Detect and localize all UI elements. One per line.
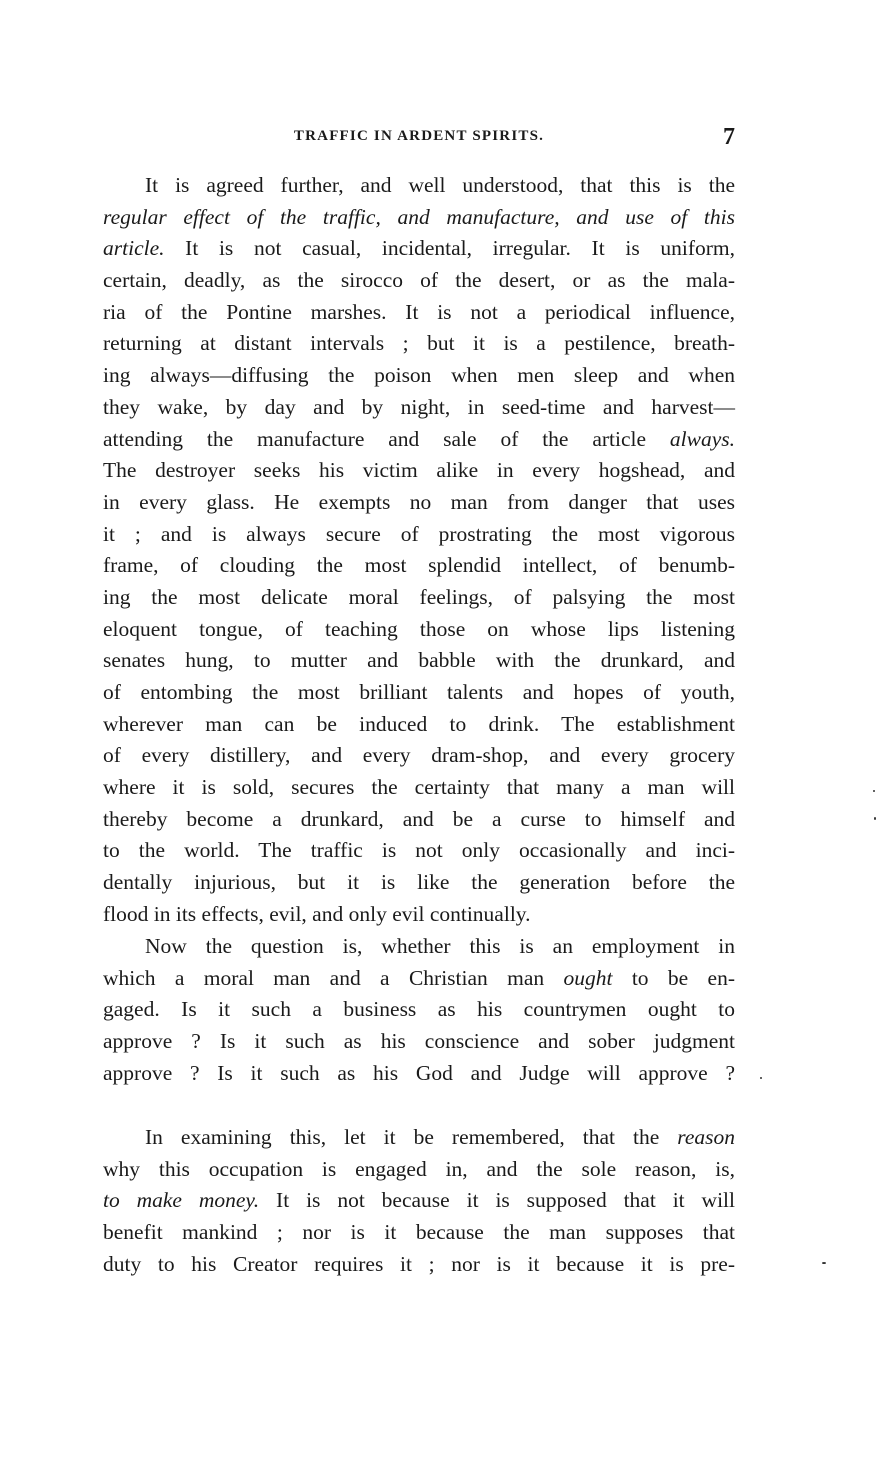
text-line	[103, 1154, 735, 1186]
text-run: gaged. Is it such a business as his countrymen ought to	[103, 997, 735, 1022]
text-run: in every glass. He exempts no man from danger that uses	[103, 489, 735, 514]
text-run: which a moral man and a Christian man	[103, 965, 564, 990]
text-line	[103, 709, 735, 741]
text-line	[103, 233, 735, 265]
running-title: TRAFFIC IN ARDENT SPIRITS.	[293, 128, 545, 144]
italic-text: to make money.	[103, 1188, 260, 1213]
text-run: where it is sold, secures the certainty that many a man will	[103, 775, 735, 800]
text-run: dentally injurious, but it is like the generation before the	[103, 870, 735, 895]
text-run: of every distillery, and every dram-shop, and every grocery	[103, 743, 735, 768]
text-run: thereby become a drunkard, and be a curse to himself and	[103, 806, 735, 831]
text-line	[103, 455, 735, 487]
text-line	[103, 994, 735, 1026]
text-line	[103, 265, 735, 297]
text-line	[103, 1185, 735, 1217]
text-run: certain, deadly, as the sirocco of the desert, or as the mala-	[103, 268, 735, 293]
text-line	[103, 772, 735, 804]
paragraph-1	[103, 170, 735, 931]
text-run: to the world. The traffic is not only occasionally and inci-	[103, 838, 735, 863]
text-line	[103, 582, 735, 614]
text-run: It is agreed further, and well understood, that this is the	[145, 173, 735, 197]
text-run: ing the most delicate moral feelings, of palsying the most	[103, 584, 735, 609]
text-run: why this occupation is engaged in, and the sole reason, is,	[103, 1156, 735, 1181]
text-run: duty to his Creator requires it ; nor is it because it is pre-	[103, 1251, 735, 1276]
scan-speck	[822, 1262, 826, 1264]
scan-speck	[873, 790, 875, 792]
text-run: frame, of clouding the most splendid intellect, of benumb-	[103, 553, 735, 578]
text-line	[103, 867, 735, 899]
text-run: they wake, by day and by night, in seed-time and harvest—	[103, 394, 735, 419]
text-line	[103, 614, 735, 646]
text-run: senates hung, to mutter and babble with the drunkard, and	[103, 648, 735, 673]
text-run: of entombing the most brilliant talents and hopes of youth,	[103, 680, 735, 704]
italic-text: always.	[669, 426, 735, 451]
text-line	[103, 550, 735, 582]
text-line	[103, 645, 735, 677]
text-line	[103, 1249, 735, 1281]
text-run: It is not because it is supposed that it will	[259, 1188, 735, 1213]
text-run: The destroyer seeks his victim alike in every hogshead, and	[103, 458, 735, 483]
text-run: wherever man can be induced to drink. The establishment	[103, 711, 735, 736]
text-line	[103, 297, 735, 329]
text-run: approve ? Is it such as his God and Judge will approve ?	[103, 1060, 735, 1085]
text-run: benefit mankind ; nor is it because the man supposes that	[103, 1220, 735, 1245]
italic-text: ought	[563, 965, 613, 990]
scan-speck	[760, 1077, 762, 1079]
text-run: In examining this, let it be remembered, that the	[145, 1125, 678, 1149]
text-line	[103, 1217, 735, 1249]
text-run: It is not casual, incidental, irregular. It is uniform,	[164, 236, 735, 261]
italic-text: reason	[677, 1125, 735, 1149]
text-line	[103, 519, 735, 551]
text-line	[103, 202, 735, 234]
text-line	[103, 1058, 735, 1090]
text-line	[103, 170, 735, 202]
italic-text: regular effect of the traffic, and manufacture, and use of this	[103, 204, 735, 229]
paragraph-3	[103, 1122, 735, 1280]
text-line	[103, 1122, 735, 1154]
text-run: approve ? Is it such as his conscience and sober judgment	[103, 1029, 735, 1054]
text-line	[103, 677, 735, 709]
scan-speck	[874, 817, 876, 820]
text-run: flood in its effects, evil, and only evil continually.	[103, 901, 531, 926]
text-line	[103, 1026, 735, 1058]
text-run: ria of the Pontine marshes. It is not a periodical influence,	[103, 299, 735, 324]
text-run: ing always—diffusing the poison when men sleep and when	[103, 363, 735, 388]
text-line	[103, 740, 735, 772]
text-run: it ; and is always secure of prostrating the most vigorous	[103, 521, 735, 546]
text-line	[103, 804, 735, 836]
text-line	[103, 963, 735, 995]
paragraph-2	[103, 931, 735, 1089]
text-run: to be en-	[612, 965, 736, 990]
text-line	[103, 931, 735, 963]
text-line	[103, 487, 735, 519]
text-line	[103, 360, 735, 392]
text-line	[103, 392, 735, 424]
text-line	[103, 899, 735, 931]
text-run: eloquent tongue, of teaching those on whose lips listening	[103, 616, 735, 641]
page-number: 7	[723, 124, 735, 150]
text-run: attending the manufacture and sale of the article	[103, 426, 670, 451]
running-header	[103, 126, 735, 150]
text-line	[103, 835, 735, 867]
italic-text: article.	[103, 236, 165, 261]
text-run: Now the question is, whether this is an employment in	[145, 934, 735, 958]
text-line	[103, 424, 735, 456]
text-run: returning at distant intervals ; but it is a pestilence, breath-	[103, 331, 735, 356]
text-line	[103, 328, 735, 360]
